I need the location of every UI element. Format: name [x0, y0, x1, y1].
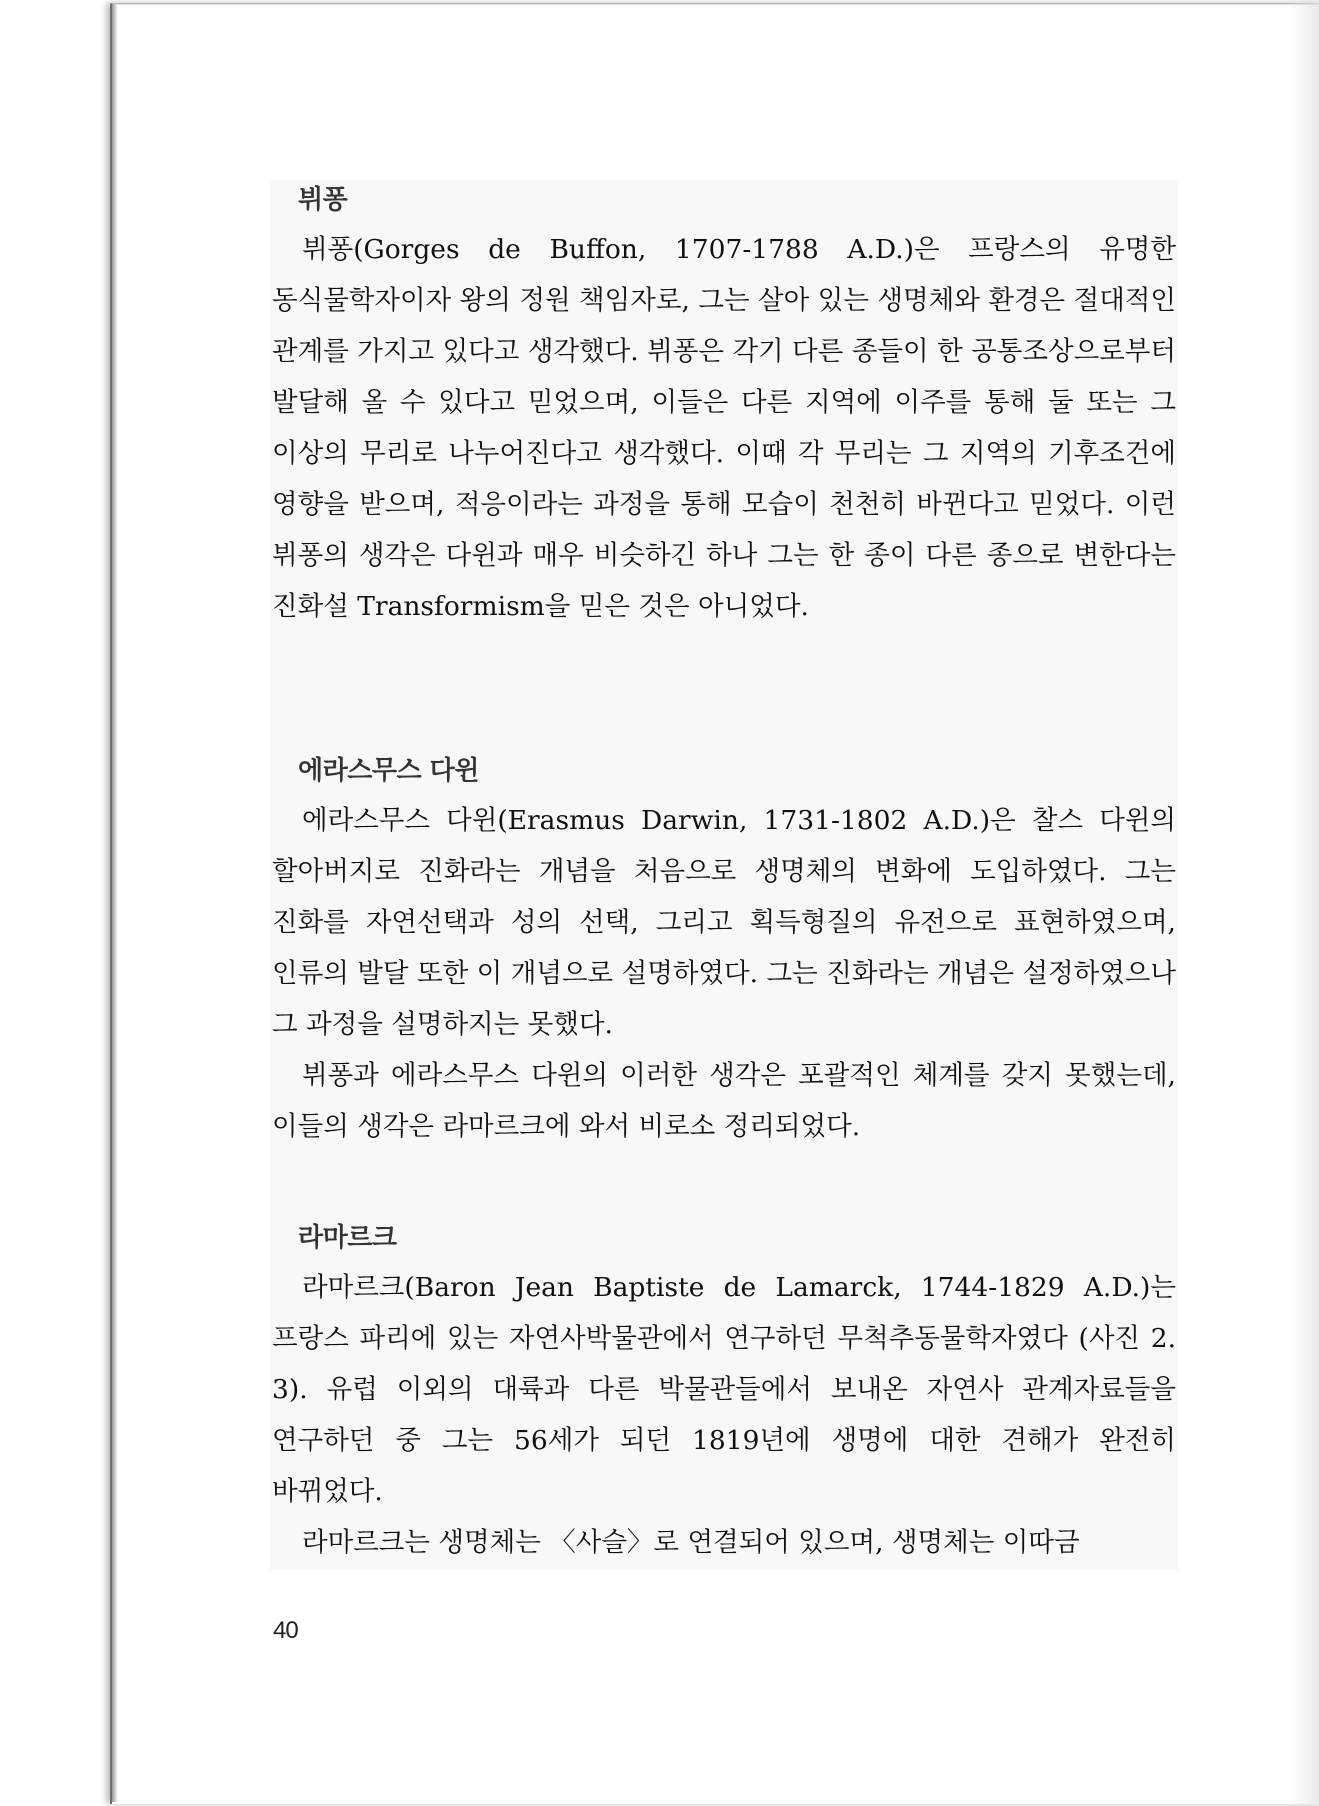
section-heading-buffon: 뷔퐁 [298, 185, 348, 215]
page-shadow [1289, 0, 1319, 1806]
paragraph-buffon-erasmus-summary: 뷔퐁과 에라스무스 다윈의 이러한 생각은 포괄적인 체계를 갖지 못했는데, 이들의 생각은 라마르크에 와서 비로소 정리되었다. [272, 1060, 1176, 1142]
paragraph-lamarck-chain: 라마르크는 생명체는 〈사슬〉로 연결되어 있으며, 생명체는 이따금 [302, 1527, 1080, 1558]
page-binding-edge [112, 4, 118, 1802]
page-number: 40 [273, 1617, 298, 1644]
section-heading-lamarck: 라마르크 [298, 1223, 397, 1253]
paragraph-buffon: 뷔퐁(Gorges de Buffon, 1707-1788 A.D.)은 프랑스의 유명한 동식물학자이자 왕의 정원 책임자로, 그는 살아 있는 생명체와 환경은 절대적인 관계를 가지고 있다고 생각했다. 뷔퐁은 각기 다른 종들이 한 공통조상으로부터 발달해 올 수 있다고 믿었으며, 이들은 다른 지역에 이주를 통해 둘 또는 그 이상의 무리로 나누어진다고 생각했다. 이때 각 무리는 그 지역의 기후조건에 영향을 받으며, 적응이라는 과정을 통해 모습이 천천히 바뀐다고 믿었다. 이런 뷔퐁의 생각은 다윈과 매우 비슷하긴 하나 그는 한 종이 다른 종으로 변한다는 진화설 Transformism을 믿은 것은 아니었다. [272, 234, 1176, 622]
section-heading-erasmus-darwin: 에라스무스 다윈 [298, 756, 479, 786]
paragraph-erasmus-darwin: 에라스무스 다윈(Erasmus Darwin, 1731-1802 A.D.)은 찰스 다윈의 할아버지로 진화라는 개념을 처음으로 생명체의 변화에 도입하였다. 그는 진화를 자연선택과 성의 선택, 그리고 획득형질의 유전으로 표현하였으며, 인류의 발달 또한 이 개념으로 설명하였다. 그는 진화라는 개념은 설정하였으나 그 과정을 설명하지는 못했다. [272, 805, 1176, 1040]
paragraph-lamarck: 라마르크(Baron Jean Baptiste de Lamarck, 1744-1829 A.D.)는 프랑스 파리에 있는 자연사박물관에서 연구하던 무척추동물학자였다 (사진 2. 3). 유럽 이외의 대륙과 다른 박물관들에서 보내온 자연사 관계자료들을 연구하던 중 그는 56세가 되던 1819년에 생명에 대한 견해가 완전히 바뀌었다. [272, 1272, 1176, 1507]
